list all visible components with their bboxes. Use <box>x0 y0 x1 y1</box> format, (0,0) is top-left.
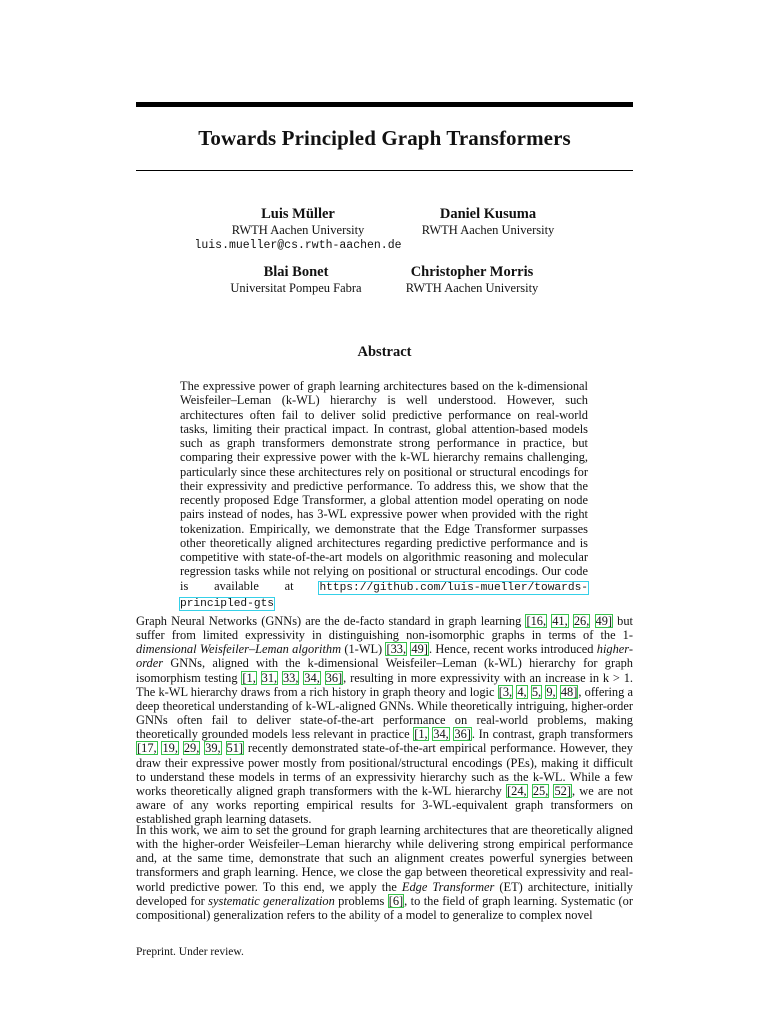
body-text: . In contrast, graph transformers <box>471 727 633 742</box>
body-text: (ET) architecture, initially developed for <box>136 879 634 908</box>
title-rule-top <box>136 102 633 107</box>
italic-text: dimensional Weisfeiler–Leman algorithm <box>136 642 342 657</box>
author-name: Luis Müller <box>261 206 335 222</box>
body-text: but suffer from limited expressivity in distinguishing non-isomorphic graphs in terms of the 1- <box>136 614 633 643</box>
citation-link[interactable]: 49] <box>411 642 428 657</box>
paper-title: Towards Principled Graph Transformers <box>198 126 571 150</box>
citation-link[interactable]: 41, <box>552 614 568 628</box>
title-rule-bottom <box>136 170 633 171</box>
body-text: , to the field of graph learning. Systematic (or compositional) generalization refers to the ability of a model to generalize to complex novel <box>136 893 633 922</box>
author-name: Christopher Morris <box>410 264 534 280</box>
citation-link[interactable]: [1, <box>242 670 256 685</box>
citation-link[interactable]: 25, <box>532 783 549 798</box>
citation-link[interactable]: 19, <box>162 741 178 756</box>
citation-link[interactable]: 4, <box>517 684 527 699</box>
citation-link[interactable]: 34, <box>433 727 449 742</box>
citation-link[interactable]: 52] <box>554 783 572 798</box>
body-text <box>222 741 226 755</box>
author-affiliation: RWTH Aachen University <box>405 281 539 295</box>
citation-link[interactable]: 49] <box>595 614 613 628</box>
citation-link[interactable]: 33, <box>282 670 299 685</box>
citation-link[interactable]: 36] <box>454 727 471 742</box>
citation-link[interactable]: 29, <box>183 741 200 756</box>
body-text: problems <box>334 893 388 908</box>
body-text: Graph Neural Networks (GNNs) are the de-facto standard in graph learning <box>136 614 526 628</box>
citation-link[interactable]: [6] <box>388 893 404 908</box>
footer-note: Preprint. Under review. <box>136 946 244 958</box>
abstract-text: The expressive power of graph learning architectures based on the k-dimensional Weisfeiler–Leman (k-WL) hierarchy is well understood. However, such architectures often fail to deliver solid predictive performance on real-world tasks, limiting their practical impact. In contrast, global attention-based models such as graph transformers demonstrate strong performance in practice, but comparing their expressive power with the k-WL hierarchy remains challenging, particularly since these architectures rely on positional or structural encodings for their expressivity and predictive performance. To address this, we show that the recently proposed Edge Transformer, a global attention model operating on node pairs instead of nodes, has 3-WL expressive power when provided with the right tokenization. Empirically, we demonstrate that the Edge Transformer surpasses other theoretically aligned architectures regarding predictive performance and is competitive with state-of-the-art models on algorithmic reasoning and molecular regression tasks while not relying on positional or structural encodings. Our code is available at <box>180 379 588 593</box>
body-text: . Hence, recent works introduced <box>428 642 597 657</box>
italic-text: higher-order <box>136 642 633 671</box>
author-affiliation: Universitat Pompeu Fabra <box>230 281 362 295</box>
citation-link[interactable]: 26, <box>573 614 590 628</box>
intro-paragraph-1 <box>136 614 633 826</box>
body-text: , resulting in more expressivity with an increase in k > 1. The k-WL hierarchy draws from a rich history in graph theory and logic <box>136 670 633 699</box>
citation-link[interactable]: 48] <box>560 684 578 699</box>
citation-link[interactable]: 9, <box>546 684 556 699</box>
author-email[interactable]: luis.mueller@cs.rwth-aachen.de <box>194 239 402 252</box>
author-name: Blai Bonet <box>263 264 329 280</box>
italic-text: Edge Transformer <box>401 879 495 894</box>
body-text: , offering a deep theoretical understanding of k-WL-aligned GNNs. While theoretically intriguing, higher-order GNNs often fail to deliver state-of-the-art performance on real-world problems, making theoretically grounded models less relevant in practice <box>136 684 634 742</box>
citation-link[interactable]: 5, <box>531 684 542 699</box>
citation-link[interactable]: [1, <box>414 727 428 742</box>
citation-link[interactable]: 36] <box>325 670 343 685</box>
body-text: (1-WL) <box>341 642 386 657</box>
intro-paragraph-2 <box>136 823 633 922</box>
citation-link[interactable]: [17, <box>137 741 157 756</box>
citation-link[interactable]: 51] <box>226 741 244 756</box>
citation-link[interactable]: [33, <box>386 642 407 657</box>
code-link[interactable]: https://github.com/luis-mueller/towards-principled-gts <box>180 581 588 610</box>
citation-link[interactable]: [16, <box>526 614 547 628</box>
citation-link[interactable]: [3, <box>498 684 513 699</box>
author-affiliation: RWTH Aachen University <box>421 223 555 237</box>
author-block-4 <box>352 263 592 296</box>
citation-link[interactable]: 31, <box>261 670 278 685</box>
citation-link[interactable]: 34, <box>304 670 320 685</box>
author-name: Daniel Kusuma <box>439 206 537 222</box>
citation-link[interactable]: [24, <box>507 783 527 798</box>
body-text: recently demonstrated state-of-the-art empirical performance. However, they draw their expressive power mostly from positional/structural encodings (PEs), making it difficult to understand these models in terms of an expressivity hierarchy such as the k-WL. While a few works theoretically aligned graph transformers with the k-WL hierarchy <box>136 741 633 798</box>
author-affiliation: RWTH Aachen University <box>231 223 365 237</box>
abstract-heading: Abstract <box>357 344 412 360</box>
body-text <box>590 614 594 628</box>
citation-link[interactable]: 39, <box>205 741 221 756</box>
abstract-body <box>180 379 588 611</box>
italic-text: systematic generalization <box>208 893 335 908</box>
body-text: GNNs, aligned with the k-dimensional Weisfeiler–Leman (k-WL) hierarchy for graph isomorphism testing <box>136 656 633 685</box>
body-text: , we are not aware of any works reporting empirical results for 3-WL-equivalent graph transformers on established graph learning datasets. <box>136 783 633 827</box>
author-block-2 <box>368 205 608 238</box>
body-text: In this work, we aim to set the ground for graph learning architectures that are theoretically aligned with the higher-order Weisfeiler–Leman hierarchy while delivering strong empirical performance and, at the same time, demonstrate that such an alignment creates powerful synergies between transformers and graph learning. Hence, we close the gap between theoretical expressivity and real-world predictive power. To this end, we apply the <box>136 823 633 894</box>
